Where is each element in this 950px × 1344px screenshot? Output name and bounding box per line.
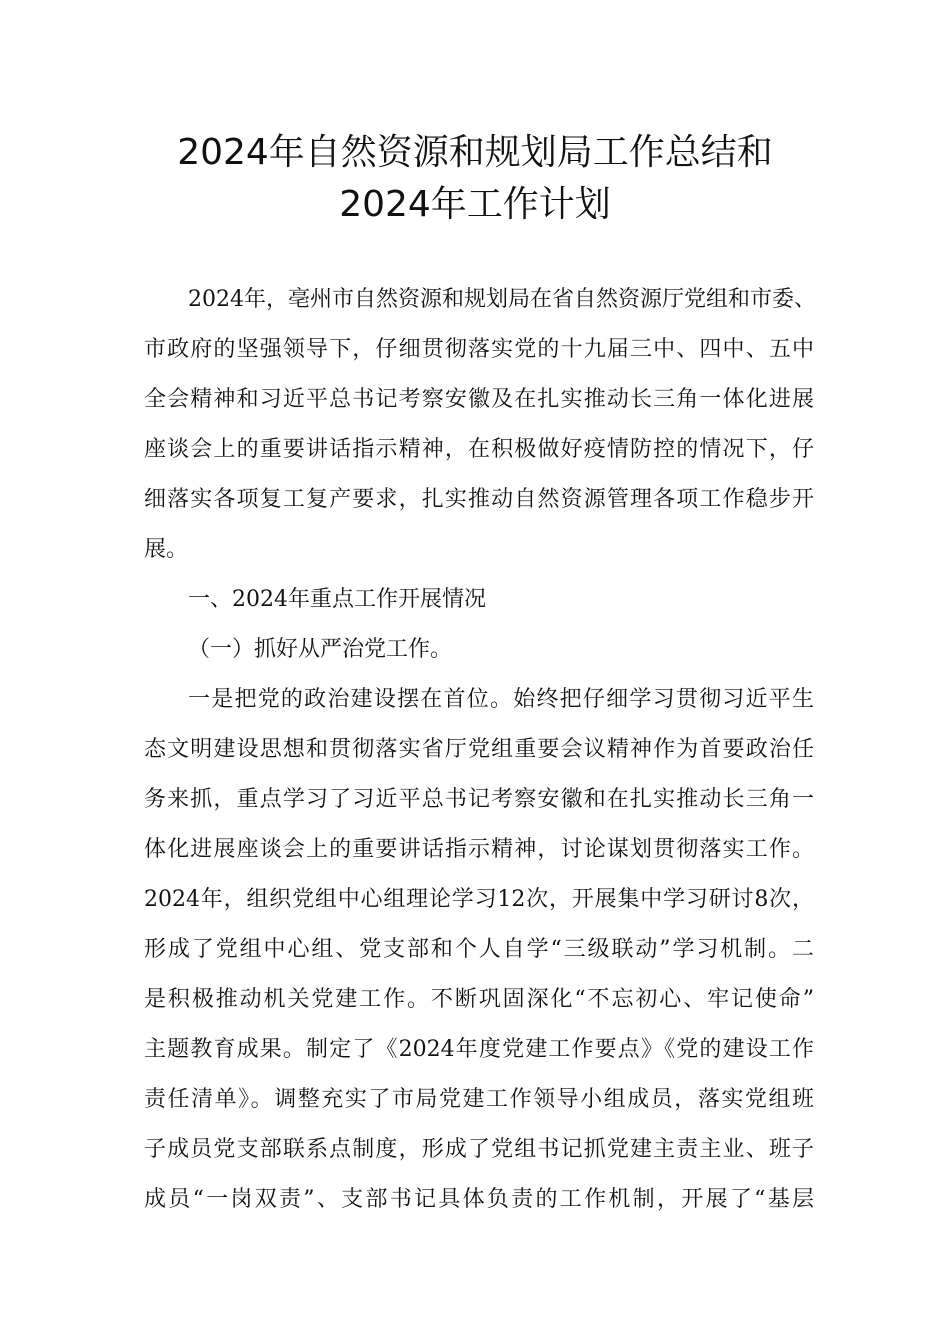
paragraph-1-line-5: 细落实各项复工复产要求，扎实推动自然资源管理各项工作稳步开 [144,487,814,512]
paragraph-2-line-5: 2024年，组织党组中心组理论学习12次，开展集中学习研讨8次， [144,887,814,912]
paragraph-1-line-6: 展。 [144,537,189,562]
paragraph-2-line-10: 子成员党支部联系点制度，形成了党组书记抓党建主责主业、班子 [144,1137,814,1162]
paragraph-1-line-1: 2024年，亳州市自然资源和规划局在省自然资源厅党组和市委、 [188,287,816,312]
paragraph-2-line-1: 一是把党的政治建设摆在首位。始终把仔细学习贯彻习近平生 [188,687,814,712]
paragraph-1-line-3: 全会精神和习近平总书记考察安徽及在扎实推动长三角一体化进展 [144,387,814,412]
paragraph-2-line-3: 务来抓，重点学习了习近平总书记考察安徽和在扎实推动长三角一 [144,787,814,812]
paragraph-1-line-4: 座谈会上的重要讲话指示精神，在积极做好疫情防控的情况下，仔 [144,437,814,462]
subsection-heading-1: （一）抓好从严治党工作。 [188,637,453,662]
paragraph-1-line-2: 市政府的坚强领导下，仔细贯彻落实党的十九届三中、四中、五中 [144,337,814,362]
paragraph-2-line-8: 主题教育成果。制定了《2024年度党建工作要点》《党的建设工作 [144,1037,814,1062]
document-title-line-1: 2024年自然资源和规划局工作总结和 [177,132,773,173]
document-title-line-2: 2024年工作计划 [339,184,611,225]
paragraph-2-line-11: 成员“一岗双责”、支部书记具体负责的工作机制，开展了“基层 [144,1187,814,1212]
section-heading-1: 一、2024年重点工作开展情况 [188,587,486,612]
paragraph-2-line-2: 态文明建设思想和贯彻落实省厅党组重要会议精神作为首要政治任 [144,737,814,762]
paragraph-2-line-6: 形成了党组中心组、党支部和个人自学“三级联动”学习机制。二 [144,937,814,962]
paragraph-2-line-7: 是积极推动机关党建工作。不断巩固深化“不忘初心、牢记使命” [144,987,814,1012]
paragraph-2-line-9: 责任清单》。调整充实了市局党建工作领导小组成员，落实党组班 [144,1087,814,1112]
paragraph-2-line-4: 体化进展座谈会上的重要讲话指示精神，讨论谋划贯彻落实工作。 [144,837,814,862]
